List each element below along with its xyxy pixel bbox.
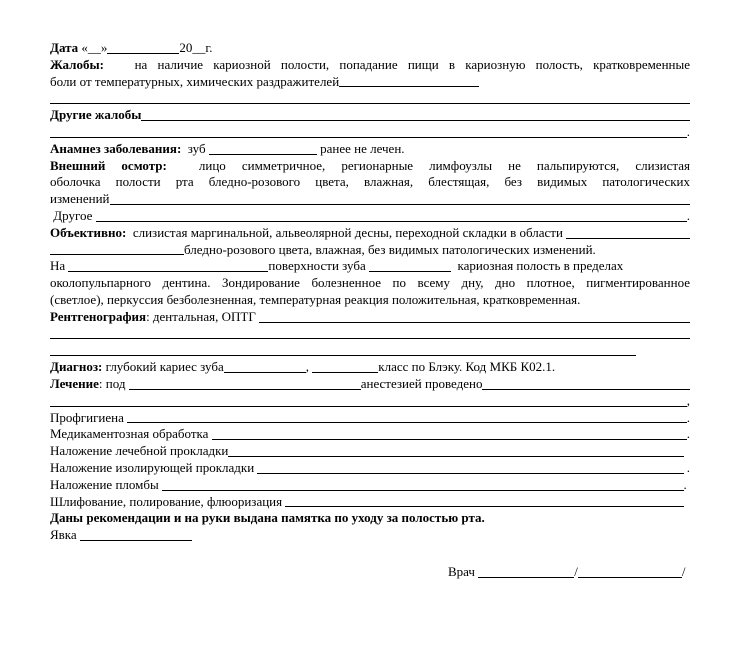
procedure-label: Медикаментозная обработка xyxy=(50,426,209,442)
objective-line-2 xyxy=(50,242,690,259)
doctor-line xyxy=(50,564,690,581)
doctor-signature-blank[interactable] xyxy=(478,564,574,578)
external-changes-blank[interactable] xyxy=(110,191,690,205)
doctor-label: Врач xyxy=(448,563,475,579)
objective-cavity-text: кариозная полость в пределах xyxy=(457,258,624,274)
treatment-text-a: : под xyxy=(98,375,126,391)
external-text-2: оболочка полости рта бледно-розового цвета, влажная, блестящая, без видимых патологических xyxy=(50,174,690,190)
visit-blank[interactable] xyxy=(80,527,192,541)
external-label: Внешний осмотр: xyxy=(50,157,167,173)
objective-area-blank[interactable] xyxy=(566,225,690,239)
procedure-label: Шлифование, полирование, флюоризация xyxy=(50,493,283,509)
doctor-name-blank[interactable] xyxy=(578,564,682,578)
complaints-extra-blank[interactable] xyxy=(50,90,690,104)
other-complaints-line xyxy=(50,107,690,124)
treatment-line xyxy=(50,376,690,393)
complaints-line-1 xyxy=(50,57,690,74)
recommendation-text: Даны рекомендации и на руки выдана памятка по уходу за полостью рта. xyxy=(50,510,485,526)
xray-blank-3[interactable] xyxy=(50,342,636,356)
procedure-line: Профгигиена . xyxy=(50,409,690,425)
anamnesis-line xyxy=(50,141,690,158)
diagnosis-text: глубокий кариес зуба xyxy=(105,359,224,375)
dental-record xyxy=(50,40,690,581)
procedure-blank[interactable] xyxy=(257,460,683,474)
external-line-3 xyxy=(50,191,690,208)
external-text-1: лицо симметричное, регионарные лимфоузлы не пальпируются, слизистая xyxy=(198,157,690,173)
date-year: 20__г. xyxy=(179,40,213,55)
diagnosis-class-text: класс по Блэку. Код МКБ К02.1. xyxy=(378,359,556,375)
recommendation-line xyxy=(50,510,690,527)
objective-text-3: околопульпарного дентина. Зондирование болезненное по всему дну, дно плотное, пигментированное xyxy=(50,275,690,291)
procedure-line xyxy=(50,494,690,511)
objective-surface-text: поверхности зуба xyxy=(268,258,366,274)
other-complaints-blank-2[interactable] xyxy=(50,124,687,138)
external-line-2 xyxy=(50,174,690,191)
procedure-line: Наложение пломбы . xyxy=(50,476,690,492)
complaints-text-1: на наличие кариозной полости, попадание пищи в кариозную полость, кратковременные xyxy=(134,56,690,72)
xray-blank-2[interactable] xyxy=(50,325,690,339)
procedure-blank[interactable] xyxy=(162,477,684,491)
external-other-blank[interactable] xyxy=(96,208,687,222)
diagnosis-label: Диагноз: xyxy=(50,359,103,375)
procedure-blank[interactable] xyxy=(285,493,683,507)
objective-label: Объективно: xyxy=(50,224,127,240)
xray-blank[interactable] xyxy=(259,309,690,323)
xray-line xyxy=(50,309,690,326)
treatment-blank-2[interactable] xyxy=(50,393,687,407)
visit-label: Явка xyxy=(50,527,77,543)
anamnesis-label: Анамнез заболевания: xyxy=(50,140,182,156)
procedure-label: Наложение лечебной прокладки xyxy=(50,443,229,459)
procedure-line xyxy=(50,443,690,460)
treatment-text-b: анестезией проведено xyxy=(360,375,483,391)
objective-tooth-blank[interactable] xyxy=(369,258,451,272)
objective-line-1 xyxy=(50,225,690,242)
objective-na: На xyxy=(50,258,66,274)
objective-line-5 xyxy=(50,292,690,309)
objective-surface-blank[interactable] xyxy=(68,258,268,272)
xray-line-2 xyxy=(50,326,690,343)
procedure-line: Наложение изолирующей прокладки . xyxy=(50,459,690,475)
external-other-line: Другое . xyxy=(53,207,690,223)
date-label: Дата xyxy=(50,40,79,55)
other-complaints-line-2: . xyxy=(50,124,690,141)
xray-line-3 xyxy=(50,342,690,359)
date-line xyxy=(50,40,690,57)
xray-label: Рентгенография xyxy=(50,308,147,324)
complaints-line-3 xyxy=(50,90,690,107)
external-other-label: Другое xyxy=(53,207,93,223)
complaints-text-2: боли от температурных, химических раздражителей xyxy=(50,73,340,89)
complaints-label: Жалобы: xyxy=(50,56,104,72)
diagnosis-line xyxy=(50,359,690,376)
objective-area-blank-2[interactable] xyxy=(50,241,184,255)
diagnosis-class-blank[interactable] xyxy=(312,359,378,373)
doctor-slash-2: / xyxy=(681,563,686,579)
anamnesis-tooth-text: зуб xyxy=(187,140,206,156)
xray-text: : дентальная, ОПТГ xyxy=(146,308,256,324)
date-month-blank[interactable] xyxy=(107,40,179,54)
objective-text-2: бледно-розового цвета, влажная, без видимых патологических изменений. xyxy=(184,241,596,257)
date-day-month: «__» xyxy=(81,40,108,55)
complaints-blank[interactable] xyxy=(339,73,479,87)
diagnosis-comma: , xyxy=(305,359,310,375)
objective-text-4: (светлое), перкуссия безболезненная, температурная реакция положительная, кратковременная. xyxy=(50,291,581,307)
anamnesis-tooth-blank[interactable] xyxy=(209,141,317,155)
objective-line-4 xyxy=(50,275,690,292)
treatment-anesthesia-blank[interactable] xyxy=(129,376,361,390)
diagnosis-tooth-blank[interactable] xyxy=(224,359,306,373)
anamnesis-text: ранее не лечен. xyxy=(320,140,405,156)
procedure-label: Наложение пломбы xyxy=(50,476,159,492)
procedure-blank[interactable] xyxy=(127,409,687,423)
objective-line-3 xyxy=(50,258,690,275)
external-text-3: изменений xyxy=(50,191,110,207)
procedure-blank[interactable] xyxy=(228,443,683,457)
procedure-label: Наложение изолирующей прокладки xyxy=(50,459,255,475)
procedure-line: Медикаментозная обработка . xyxy=(50,426,690,442)
external-line-1 xyxy=(50,158,690,175)
other-complaints-label: Другие жалобы xyxy=(50,107,142,123)
other-complaints-blank[interactable] xyxy=(141,107,690,121)
treatment-line-2: , xyxy=(50,393,690,410)
procedure-blank[interactable] xyxy=(212,426,687,440)
complaints-line-2 xyxy=(50,74,690,91)
objective-text-1: слизистая маргинальной, альвеолярной десны, переходной складки в области xyxy=(132,224,563,240)
treatment-blank[interactable] xyxy=(482,376,690,390)
treatment-label: Лечение xyxy=(50,375,99,391)
visit-line xyxy=(50,527,690,544)
doctor-slash-1: / xyxy=(574,563,578,579)
procedure-label: Профгигиена xyxy=(50,409,124,425)
